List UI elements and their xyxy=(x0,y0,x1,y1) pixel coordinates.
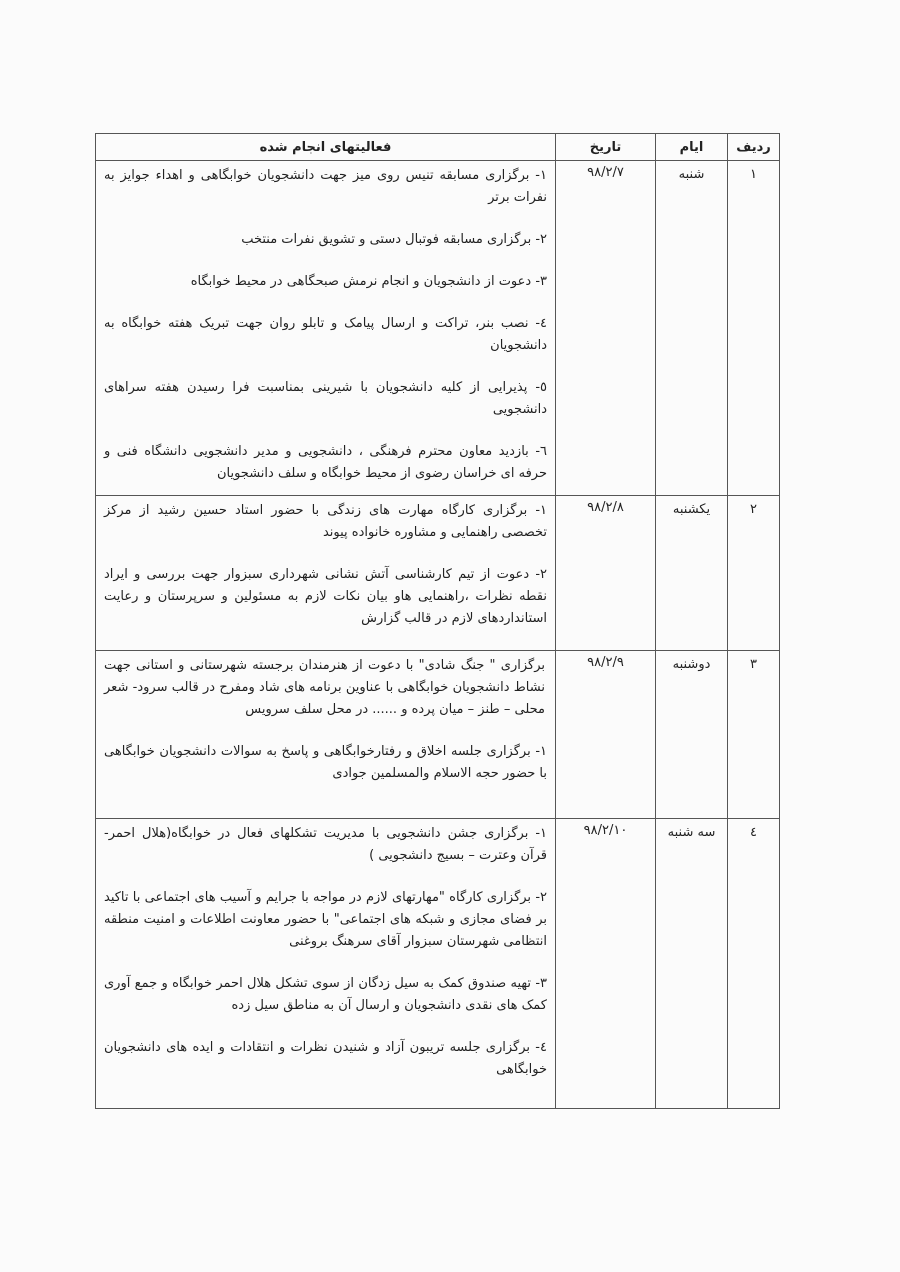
activities-table xyxy=(95,133,780,1109)
row-day: شنبه xyxy=(656,161,728,496)
row-day: سه شنبه xyxy=(656,819,728,1109)
row-date: ٩٨/٢/٩ xyxy=(556,651,656,819)
row-activities xyxy=(96,161,556,496)
activity-item: ٣- دعوت از دانشجویان و انجام نرمش صبحگاهی در محیط خوابگاه xyxy=(190,274,547,289)
row-date: ٩٨/٢/١٠ xyxy=(556,819,656,1109)
activity-item: ٦- بازدید معاون محترم فرهنگی ، دانشجویی و مدیر دانشجویی دانشگاه فنی و حرفه ای خراسان رضوی از محیط خوابگاه و سلف دانشجویان xyxy=(104,444,547,481)
row-activities xyxy=(96,819,556,1109)
activity-item: ١- برگزاری جلسه اخلاق و رفتارخوابگاهی و پاسخ به سوالات دانشجویان خوابگاهی با حضور حجه الاسلام والمسلمین جوادی xyxy=(104,744,547,781)
row-number: ٣ xyxy=(728,651,780,819)
activity-item: ٤- نصب بنر، تراکت و ارسال پیامک و تابلو روان جهت تبریک هفته خوابگاه به دانشجویان xyxy=(104,316,547,353)
table-header-row xyxy=(96,134,780,161)
activity-item: ٣- تهیه صندوق کمک به سیل زدگان از سوی تشکل هلال احمر خوابگاه و جمع آوری کمک های نقدی دانشجویان و ارسال آن به مناطق سیل زده xyxy=(104,976,547,1013)
activity-item: ٢- برگزاری کارگاه "مهارتهای لازم در مواجه با جرایم و آسیب های اجتماعی با تاکید بر فضای مجازی و شبکه های اجتماعی" با حضور معاونت اطلاعات و امنیت منطقه انتظامی شهرستان سبزوار آقای سرهنگ بروغنی xyxy=(104,890,547,949)
activity-intro: برگزاری " جنگ شادی" با دعوت از هنرمندان برجسته شهرستانی و استانی جهت نشاط دانشجویان خوابگاهی با عناوین برنامه های شاد ومفرح در قالب سرود- شعر محلی – طنز – میان پرده و ...... در محل سلف سرویس xyxy=(104,658,545,717)
activity-item: ١- برگزاری کارگاه مهارت های زندگی با حضور استاد حسین رشید از مرکز تخصصی راهنمایی و مشاوره خانواده پیوند xyxy=(104,503,547,540)
activity-list xyxy=(96,819,555,1091)
activity-item: ١- برگزاری جشن دانشجویی با مدیریت تشکلهای فعال در خوابگاه(هلال احمر- قرآن وعترت – بسیج دانشجویی ) xyxy=(104,826,547,863)
table-row xyxy=(96,161,780,496)
activity-item: ٥- پذیرایی از کلیه دانشجویان با شیرینی بمناسبت فرا رسیدن هفته سراهای دانشجویی xyxy=(104,380,547,417)
activity-item: ٢- دعوت از تیم کارشناسی آتش نشانی شهرداری سبزوار جهت بررسی و ایراد نقطه نظرات ،راهنمایی هاو بیان نکات لازم به مسئولین و سرپرستان و رعایت استانداردهای لازم در قالب گزارش xyxy=(104,567,547,626)
activity-item: ٤- برگزاری جلسه تریبون آزاد و شنیدن نظرات و انتقادات و ایده های دانشجویان خوابگاهی xyxy=(104,1040,547,1077)
row-date: ٩٨/٢/٨ xyxy=(556,496,656,651)
activity-list xyxy=(96,161,555,495)
activity-item: ١- برگزاری مسابقه تنیس روی میز جهت دانشجویان خوابگاهی و اهداء جوایز به نفرات برتر xyxy=(104,168,547,205)
header-date: تاریخ xyxy=(556,134,656,161)
table-row xyxy=(96,496,780,651)
row-day: دوشنبه xyxy=(656,651,728,819)
row-day: یکشنبه xyxy=(656,496,728,651)
activity-list xyxy=(96,496,555,640)
row-date: ٩٨/٢/٧ xyxy=(556,161,656,496)
table-row xyxy=(96,651,780,819)
row-number: ١ xyxy=(728,161,780,496)
activity-list xyxy=(96,651,555,795)
activity-item: ٢- برگزاری مسابقه فوتبال دستی و تشویق نفرات منتخب xyxy=(241,232,547,247)
row-activities xyxy=(96,496,556,651)
header-day: ایام xyxy=(656,134,728,161)
row-number: ٤ xyxy=(728,819,780,1109)
header-activities: فعالیتهای انجام شده xyxy=(96,134,556,161)
header-row-number: ردیف xyxy=(728,134,780,161)
table-row xyxy=(96,819,780,1109)
row-number: ٢ xyxy=(728,496,780,651)
row-activities xyxy=(96,651,556,819)
